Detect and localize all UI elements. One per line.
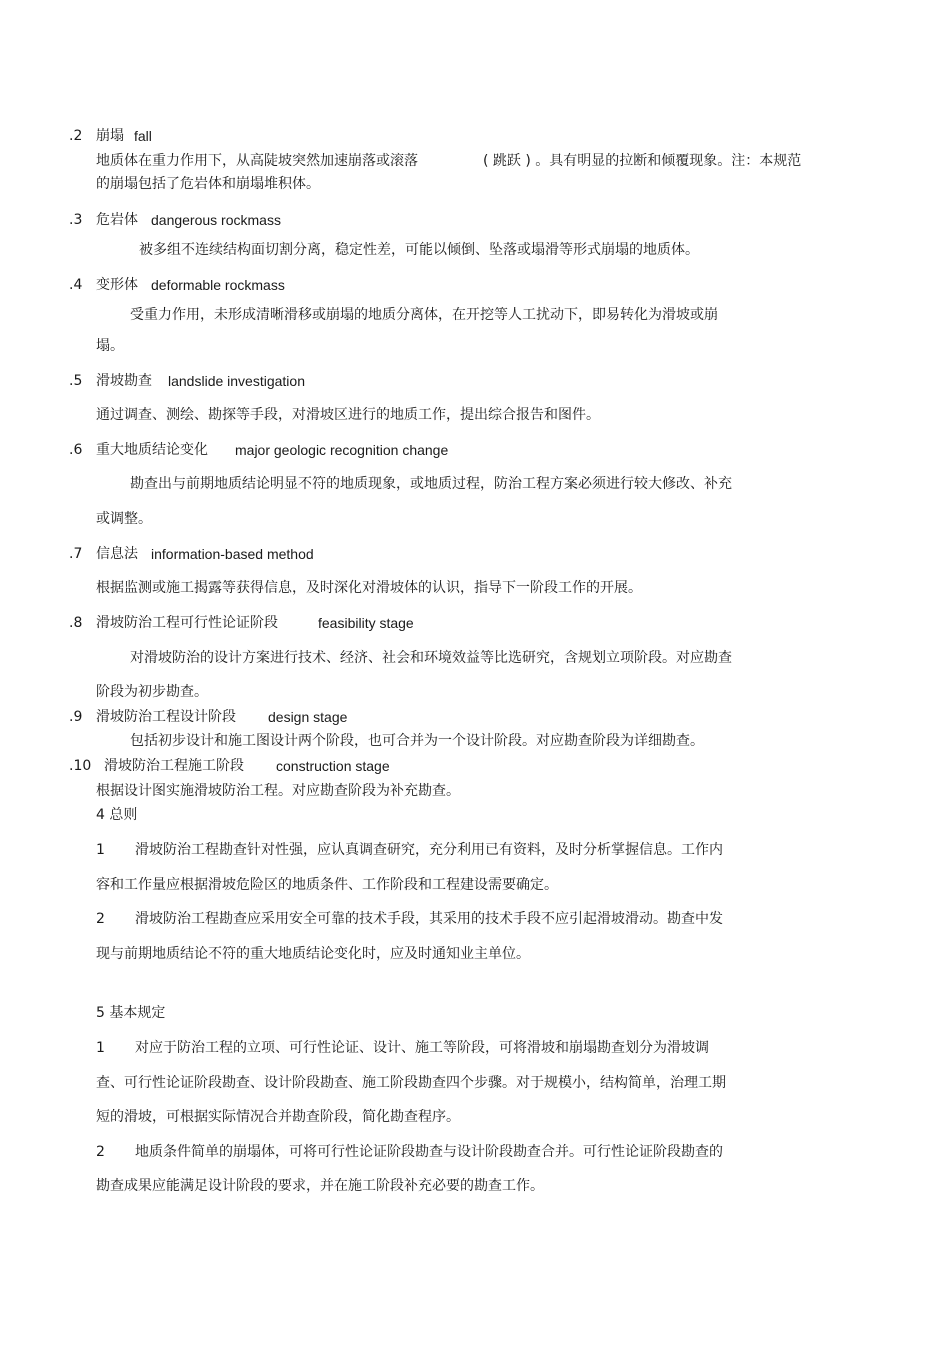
term-definition-line: 包括初步设计和施工图设计两个阶段，也可合并为一个设计阶段。对应勘查阶段为详细勘查。 [130,733,704,749]
term-english: dangerous rockmass [151,212,281,228]
term-number: .6 [69,442,83,458]
clause-text-line: 勘查成果应能满足设计阶段的要求，并在施工阶段补充必要的勘查工作。 [96,1178,544,1194]
term-english: deformable rockmass [151,277,285,293]
clause-text-line: 滑坡防治工程勘查应采用安全可靠的技术手段，其采用的技术手段不应引起滑坡滑动。勘查中发 [135,911,723,927]
term-chinese: 滑坡防治工程可行性论证阶段 [96,615,278,631]
term-english: major geologic recognition change [235,442,449,458]
term-number: .9 [69,709,83,725]
clause-text-line: 容和工作量应根据滑坡危险区的地质条件、工作阶段和工程建设需要确定。 [96,877,558,893]
clause-text-line: 滑坡防治工程勘查针对性强，应认真调查研究，充分利用已有资料，及时分析掌握信息。工作内 [135,842,723,858]
term-definition-line: 地质体在重力作用下，从高陡坡突然加速崩落或滚落 [96,153,418,169]
term-definition-line: ( 跳跃 ) 。具有明显的拉断和倾覆现象。注：本规范 [483,153,802,169]
term-definition-line: 通过调查、测绘、勘探等手段，对滑坡区进行的地质工作，提出综合报告和图件。 [96,407,600,423]
term-english: information-based method [151,546,314,562]
term-english: design stage [268,709,348,725]
term-chinese: 变形体 [96,277,138,293]
term-chinese: 重大地质结论变化 [96,442,208,458]
clause-text-line: 地质条件简单的崩塌体，可将可行性论证阶段勘查与设计阶段勘查合并。可行性论证阶段勘查的 [135,1144,723,1160]
term-chinese: 危岩体 [96,212,138,228]
term-number: .2 [69,128,83,144]
section-heading: 4 总则 [96,807,138,823]
clause-number: 1 [96,1040,105,1056]
term-definition-line: 的崩塌包括了危岩体和崩塌堆积体。 [96,176,320,192]
term-number: .4 [69,277,83,293]
clause-text-line: 现与前期地质结论不符的重大地质结论变化时，应及时通知业主单位。 [96,946,530,962]
term-chinese: 滑坡防治工程施工阶段 [104,758,244,774]
term-definition-line: 或调整。 [96,511,152,527]
term-definition-line: 受重力作用，未形成清晰滑移或崩塌的地质分离体，在开挖等人工扰动下，即易转化为滑坡或崩 [130,307,718,323]
term-english: construction stage [276,758,390,774]
term-english: fall [134,128,152,144]
term-number: .7 [69,546,83,562]
term-number: .5 [69,373,83,389]
clause-number: 2 [96,911,105,927]
term-chinese: 信息法 [96,546,138,562]
term-definition-line: 被多组不连续结构面切割分离，稳定性差，可能以倾倒、坠落或塌滑等形式崩塌的地质体。 [139,242,699,258]
term-chinese: 滑坡防治工程设计阶段 [96,709,236,725]
clause-text-line: 对应于防治工程的立项、可行性论证、设计、施工等阶段，可将滑坡和崩塌勘查划分为滑坡调 [135,1040,709,1056]
term-chinese: 滑坡勘查 [96,373,152,389]
clause-number: 1 [96,842,105,858]
term-definition-line: 对滑坡防治的设计方案进行技术、经济、社会和环境效益等比选研究，含规划立项阶段。对应勘查 [130,650,732,666]
term-definition-line: 勘查出与前期地质结论明显不符的地质现象，或地质过程，防治工程方案必须进行较大修改、补充 [130,476,732,492]
term-number: .8 [69,615,83,631]
term-number: .3 [69,212,83,228]
term-definition-line: 阶段为初步勘查。 [96,684,208,700]
term-definition-line: 塌。 [96,338,124,354]
term-english: feasibility stage [318,615,414,631]
term-number: .10 [69,758,92,774]
term-definition-line: 根据监测或施工揭露等获得信息，及时深化对滑坡体的认识，指导下一阶段工作的开展。 [96,580,642,596]
clause-text-line: 查、可行性论证阶段勘查、设计阶段勘查、施工阶段勘查四个步骤。对于规模小，结构简单，治理工期 [96,1075,726,1091]
term-definition-line: 根据设计图实施滑坡防治工程。对应勘查阶段为补充勘查。 [96,783,460,799]
clause-text-line: 短的滑坡，可根据实际情况合并勘查阶段，简化勘查程序。 [96,1109,460,1125]
term-chinese: 崩塌 [96,128,124,144]
term-english: landslide investigation [168,373,305,389]
clause-number: 2 [96,1144,105,1160]
section-heading: 5 基本规定 [96,1005,166,1021]
